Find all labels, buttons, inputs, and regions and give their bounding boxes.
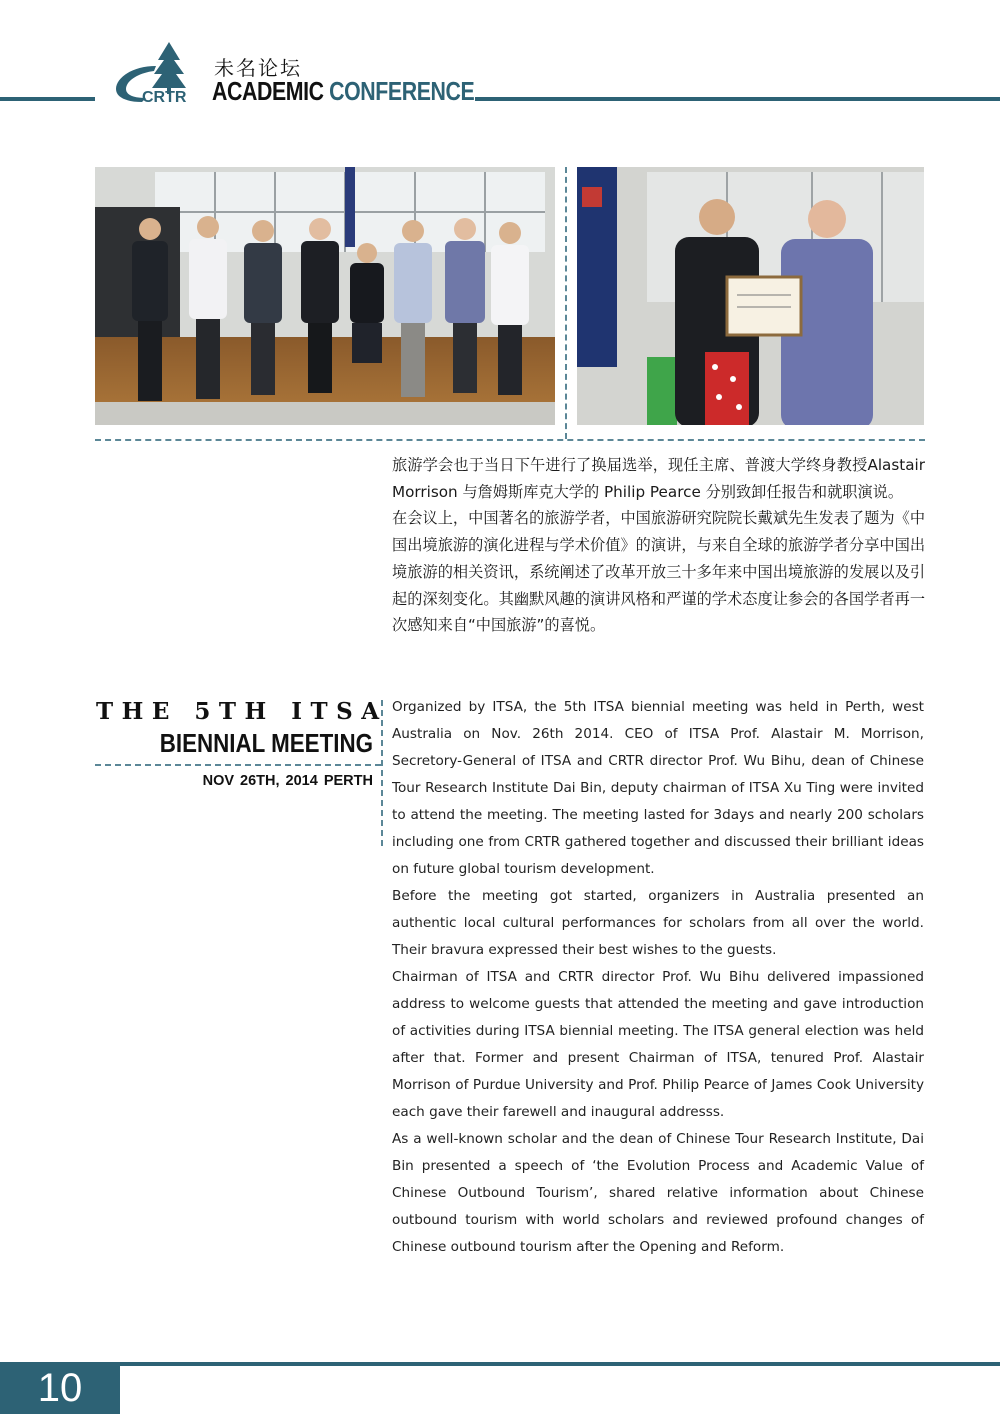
section-title-line1: THE 5TH ITSA xyxy=(96,698,388,725)
crtr-logo xyxy=(112,40,206,106)
page-number: 10 xyxy=(37,1366,83,1410)
section-title-line2-text: BIENNIAL MEETING xyxy=(159,728,373,758)
photo-separator xyxy=(565,167,567,439)
chinese-article xyxy=(392,452,925,639)
header-rule-left xyxy=(0,97,95,101)
header-title-en xyxy=(212,76,474,107)
english-article xyxy=(392,694,924,1261)
photo-divider xyxy=(95,439,925,441)
chinese-paragraph-1: 旅游学会也于当日下午进行了换届选举，现任主席、普渡大学终身教授Alastair Morrison 与詹姆斯库克大学的 Philip Pearce 分别致卸任报告和就职演说。 xyxy=(392,456,925,501)
section-title-line2 xyxy=(96,728,373,759)
header-rule-right xyxy=(475,97,1000,101)
section-divider xyxy=(95,764,381,766)
chinese-paragraph-2: 在会议上，中国著名的旅游学者，中国旅游研究院院长戴斌先生发表了题为《中国出境旅游的演化进程与学术价值》的演讲，与来自全球的旅游学者分享中国出境旅游的相关资讯，系统阐述了改革开放三十多年来中国出境旅游的发展以及引起的深刻变化。其幽默风趣的演讲风格和严谨的学术态度让参会的各国学者再一次感知来自“中国旅游”的喜悦。 xyxy=(392,509,925,635)
certificate-photo xyxy=(577,167,924,425)
english-paragraph-1: Organized by ITSA, the 5th ITSA biennial meeting was held in Perth, west Australia on Nov. 26th 2014. CEO of ITSA Prof. Alastair M. Morrison, Secretory-General of ITSA and CRTR director Prof. Wu Bihu, dean of Chinese Tour Research Institute Dai Bin, deputy chairman of ITSA Xu Ting were invited to attend the meeting. The meeting lasted for 3days and nearly 200 scholars including one from CRTR gathered together and discussed their brilliant ideas on future global tourism development. xyxy=(392,699,924,877)
header-title-academic: ACADEMIC xyxy=(212,76,324,106)
section-vertical-divider xyxy=(381,700,383,846)
english-paragraph-4: As a well-known scholar and the dean of Chinese Tour Research Institute, Dai Bin presented a speech of ‘the Evolution Process and Academic Value of Chinese Outbound Tourism’, shared relative information about Chinese outbound tourism with world scholars and reviewed profound changes of Chinese outbound tourism after the Opening and Reform. xyxy=(392,1131,924,1255)
logo-text: CRTR xyxy=(142,89,187,106)
header-title-conference: CONFERENCE xyxy=(329,76,475,106)
english-paragraph-3: Chairman of ITSA and CRTR director Prof. Wu Bihu delivered impassioned address to welcome guests that attended the meeting and gave introduction of activities during ITSA biennial meeting. The ITSA general election was held after that. Former and present Chairman of ITSA, tenured Prof. Alastair Morrison of Purdue University and Prof. Philip Pearce of James Cook University each gave their farewell and inaugural addresss. xyxy=(392,969,924,1120)
english-paragraph-2: Before the meeting got started, organizers in Australia presented an authentic local cultural performances for scholars from all over the world. Their bravura expressed their best wishes to the guests. xyxy=(392,888,924,958)
footer-rule xyxy=(0,1362,1000,1366)
header-title-cn: 未名论坛 xyxy=(214,56,302,80)
group-photo xyxy=(95,167,555,425)
section-date: NOV 26TH, 2014 PERTH xyxy=(202,773,373,789)
